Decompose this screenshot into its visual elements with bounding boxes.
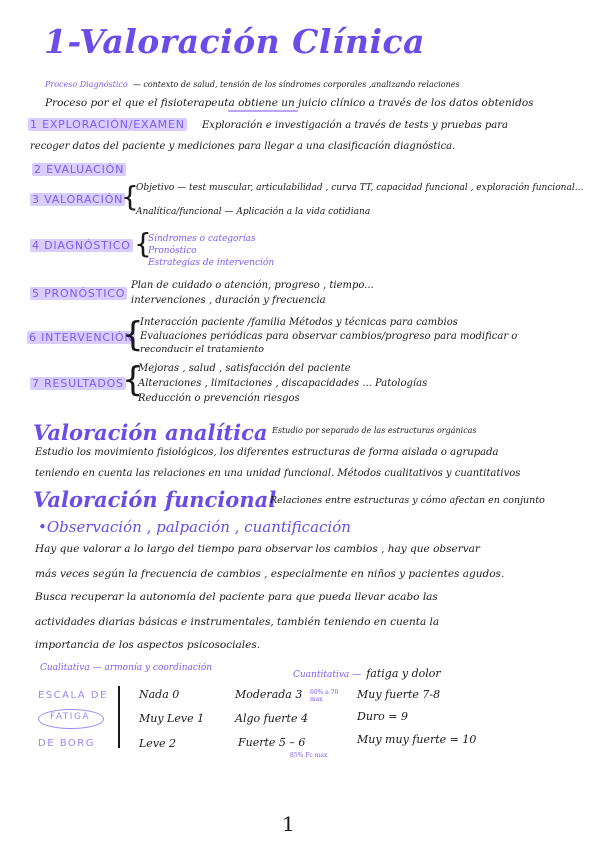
- divider-line: [118, 686, 120, 748]
- borg-value: Leve 2: [139, 737, 177, 750]
- borg-label-top: ESCALA DE: [38, 690, 108, 701]
- borg-value: Fuerte 5 – 6: [238, 736, 306, 749]
- step-line: recoger datos del paciente y mediciones para llegar a una clasificación diagnóstica.: [30, 141, 456, 152]
- step-tag-valoracion: 3 VALORACIÓN: [32, 193, 124, 206]
- brace-icon: {: [121, 180, 139, 213]
- step-tag-diagnostico: 4 DIAGNÓSTICO: [32, 239, 131, 252]
- borg-value: Duro = 9: [357, 710, 408, 723]
- step-line: Plan de cuidado o atención, progreso , tiempo...: [131, 280, 374, 291]
- intro-proceso: [45, 72, 460, 91]
- borg-value: Nada 0: [139, 688, 180, 701]
- cuantitativa-label: Cuantitativa —: [293, 670, 362, 680]
- funcional-paragraph-line: actividades diarias básicas e instrumentales, también teniendo en cuenta la: [35, 616, 440, 628]
- analitica-line: Estudio por separado de las estructuras orgánicas: [272, 426, 477, 435]
- step-line: intervenciones , duración y frecuencia: [131, 295, 326, 306]
- borg-note: 60% a 70 max: [310, 689, 339, 703]
- brace-icon: {: [122, 360, 144, 400]
- step-tag-evaluacion: 2 EVALUACIÓN: [34, 163, 125, 176]
- brace-icon: {: [122, 315, 144, 355]
- step-line: Evaluaciones periódicas para observar cambios/progreso para modificar o: [140, 331, 518, 342]
- step-tag-resultados: 7 RESULTADOS: [32, 377, 124, 390]
- page-title: 1-Valoración Clínica: [44, 22, 425, 61]
- borg-label-mid: FATIGA: [50, 712, 91, 722]
- step-tag-pronostico: 5 PRONÓSTICO: [32, 287, 126, 300]
- borg-value: Muy muy fuerte = 10: [357, 733, 477, 746]
- borg-value: Algo fuerte 4: [235, 712, 308, 725]
- funcional-paragraph-line: Busca recuperar la autonomía del paciente para que pueda llevar acabo las: [35, 591, 438, 603]
- step-line: Estrategias de intervención: [148, 258, 275, 268]
- cualitativa-text: Cualitativa — armonía y coordinación: [40, 663, 213, 673]
- cuantitativa-text: fatiga y dolor: [366, 667, 441, 680]
- analitica-line: teniendo en cuenta las relaciones en una unidad funcional. Métodos cualitativos y cuantitativos: [35, 468, 521, 479]
- step-line: Mejoras , salud , satisfacción del paciente: [138, 363, 351, 374]
- proceso-text: — contexto de salud, tensión de los síndromes corporales ,analizando relaciones: [132, 80, 460, 89]
- step-tag-exploracion: 1 EXPLORACIÓN/EXAMEN: [30, 118, 185, 131]
- borg-note: 85% Fc max: [290, 752, 328, 759]
- borg-label-bot: DE BORG: [38, 738, 95, 749]
- borg-value: Muy fuerte 7-8: [357, 688, 441, 701]
- brace-icon: {: [134, 227, 152, 260]
- step-line: Objetivo — test muscular, articulabilidad , curva TT, capacidad funcional , exploración funcional...: [136, 183, 584, 193]
- definicion-text: Proceso por el que el fisioterapeuta obtiene un juicio clínico a través de los datos obtenidos: [45, 97, 534, 109]
- step-tag-intervencion: 6 INTERVENCIÓN: [29, 331, 134, 344]
- step-line: Exploración e investigación a través de tests y pruebas para: [202, 120, 509, 131]
- cuantitativa-row: [293, 662, 441, 681]
- step-line: reconducir el tratamiento: [140, 344, 264, 355]
- funcional-paragraph-line: más veces según la frecuencia de cambios , especialmente en niños y pacientes agudos.: [35, 568, 505, 580]
- observacion-heading: •Observación , palpación , cuantificación: [38, 518, 351, 536]
- funcional-paragraph-line: importancia de los aspectos psicosociales.: [35, 639, 261, 651]
- borg-value: Muy Leve 1: [139, 712, 205, 725]
- funcional-note: Relaciones entre estructuras y cómo afectan en conjunto: [270, 495, 545, 506]
- analitica-heading: Valoración analítica: [33, 420, 268, 445]
- analitica-line: Estudio los movimiento fisiológicos, los diferentes estructuras de forma aislada o agrupada: [35, 447, 499, 458]
- funcional-heading: Valoración funcional: [33, 487, 277, 512]
- step-line: Alteraciones , limitaciones , discapacidades ... Patologías: [138, 378, 428, 389]
- funcional-paragraph-line: Hay que valorar a lo largo del tiempo para observar los cambios , hay que observar: [35, 543, 480, 555]
- step-line: Pronóstico: [148, 246, 197, 256]
- step-line: Reducción o prevención riesgos: [138, 393, 300, 404]
- step-line: Analítica/funcional — Aplicación a la vida cotidiana: [136, 207, 371, 217]
- underline-decoration: [228, 110, 298, 112]
- proceso-label: Proceso Diagnóstico: [45, 80, 128, 89]
- borg-value: Moderada 3: [235, 688, 303, 701]
- page-number: 1: [282, 812, 295, 836]
- step-line: Interacción paciente /familia Métodos y técnicas para cambios: [140, 317, 458, 328]
- step-line: Síndromes o categorías: [148, 234, 256, 244]
